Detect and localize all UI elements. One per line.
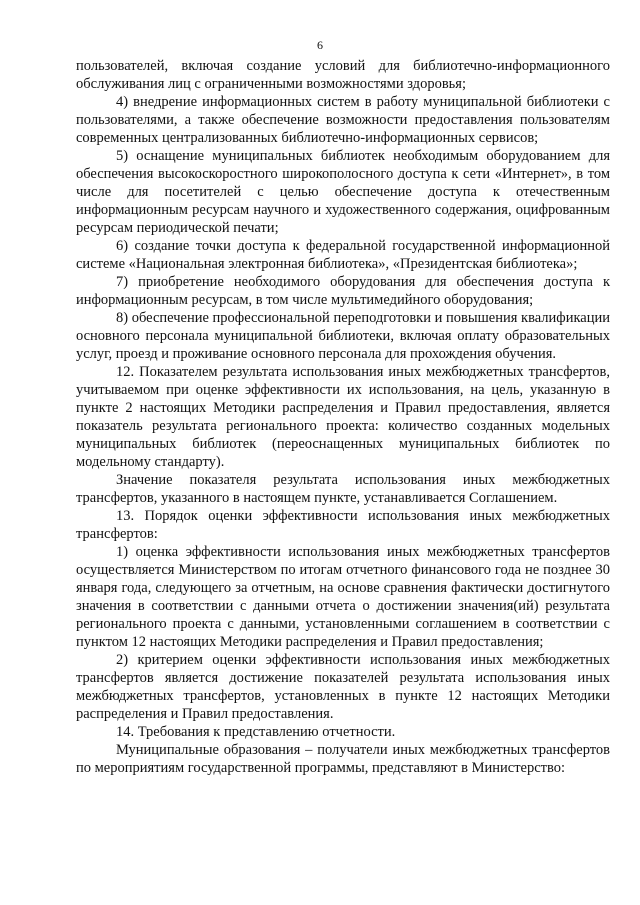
clause-14: 14. Требования к представлению отчетности. [116, 724, 396, 740]
clause-13-item-1: 1) оценка эффективности использования иных межбюджетных трансфертов осуществляется Министерством по итогам отчетного финансового года не позднее 30 января года, следующего за отчетным, на основе сравнения фактически достигнутого значения в соответствии с данными отчета о достижении значения(ий) результата регионального проекта с данными, установленными соглашением в соответствии с пунктом 12 настоящих Методики распределения и Правил предоставления; [76, 544, 610, 650]
clause-12: 12. Показателем результата использования иных межбюджетных трансфертов, учитываемом при оценке эффективности их использования, на цель, указанную в пункте 2 настоящих Методики распределения и Правил предоставления, является показатель результата регионального проекта: количество созданных модельных муниципальных библиотек (переоснащенных муниципальных библиотек по модельному стандарту). [76, 364, 610, 470]
list-item-4: 4) внедрение информационных систем в работу муниципальной библиотеки с пользователями, а также обеспечение возможности предоставления пользователям современных централизованных библиотечно-информационных сервисов; [76, 94, 610, 146]
page-number: 6 [317, 38, 323, 52]
clause-13-item-2: 2) критерием оценки эффективности использования иных межбюджетных трансфертов является достижение показателей результата использования иных межбюджетных трансфертов, установленных в пункте 12 настоящих Методики распределения и Правил предоставления. [76, 652, 610, 722]
clause-13: 13. Порядок оценки эффективности использования иных межбюджетных трансфертов: [76, 508, 610, 542]
clause-12-value: Значение показателя результата использования иных межбюджетных трансфертов, указанного в настоящем пункте, устанавливается Соглашением. [76, 472, 610, 506]
list-item-7: 7) приобретение необходимого оборудования для обеспечения доступа к информационным ресурсам, в том числе мультимедийного оборудования; [76, 274, 610, 308]
list-item-6: 6) создание точки доступа к федеральной государственной информационной системе «Национальная электронная библиотека», «Президентская библиотека»; [76, 238, 610, 272]
clause-14-text: Муниципальные образования – получатели иных межбюджетных трансфертов по мероприятиям государственной программы, представляют в Министерство: [76, 742, 610, 776]
paragraph-continuation: пользователей, включая создание условий для библиотечно-информационного обслуживания лиц с ограниченными возможностями здоровья; [76, 58, 610, 92]
list-item-5: 5) оснащение муниципальных библиотек необходимым оборудованием для обеспечения высокоскоростного широкополосного доступа к сети «Интернет», в том числе для посетителей с целью обеспечение доступа к отечественным информационным ресурсам научного и художественного содержания, оцифрованным ресурсам периодической печати; [76, 148, 610, 236]
list-item-8: 8) обеспечение профессиональной переподготовки и повышения квалификации основного персонала муниципальной библиотеки, включая оплату образовательных услуг, проезд и проживание основного персонала для прохождения обучения. [76, 310, 610, 362]
document-body [76, 57, 610, 777]
